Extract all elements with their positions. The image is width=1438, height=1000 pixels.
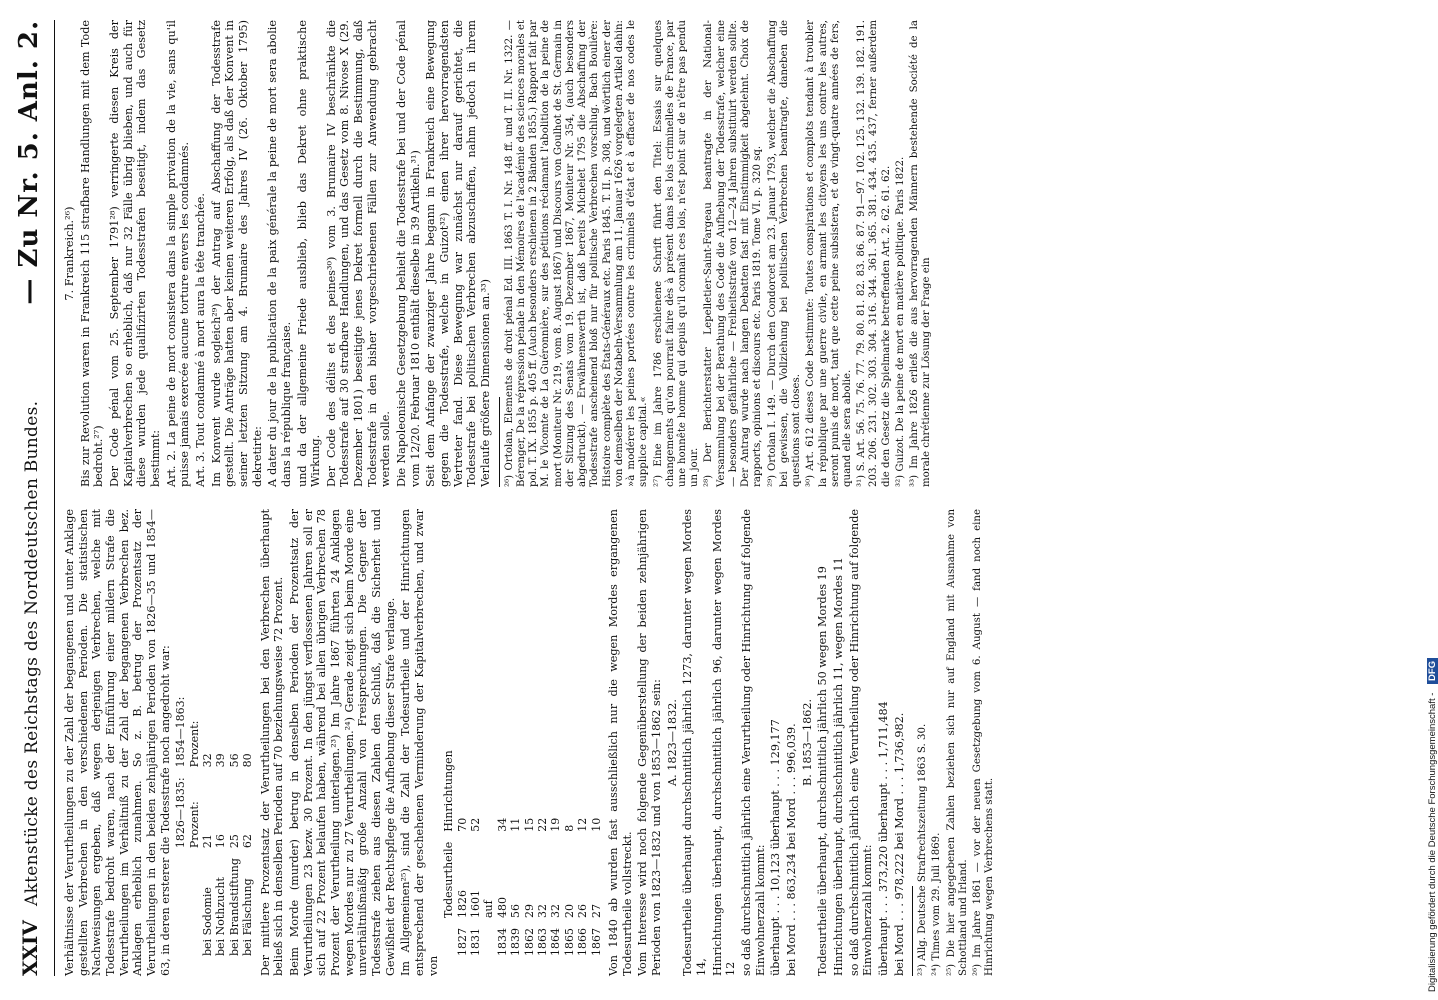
paragraph: bei Mord . . . 863,234 bei Mord . . . 996,039.	[784, 723, 798, 976]
table-row: 1866 26 12	[576, 817, 590, 956]
table-row: bei Nothzucht 16 39	[214, 753, 228, 956]
paragraph: Verhältnisse der Verurtheilungen zu der Zahl der begangenen und unter Anklage gestellten Verbrechen in den verschiedenen Perioden. Die statistischen Nachweisungen ergeben, daß wegen derjenigen Verbrechen, welche mit Todesstrafe bedroht waren, nach der Einführung einer mildern Strafe die Verurtheilungen im Verhältniß zu der Zahl der begangenen Verbrechen bez. Anklagen erheblich zunahmen. So z. B. betrug der Prozentsatz der Verurtheilungen in den beiden zehnjährigen Perioden von 1826—35 und 1854—63, in deren ersterer die Todesstrafe noch angedroht war:	[63, 509, 172, 976]
paragraph: Todesurtheile überhaupt, durchschnittlich jährlich 50 wegen Mordes 19	[816, 566, 830, 976]
table-row: 1862 29 15	[522, 817, 536, 956]
paragraph: Die Napoleonische Gesetzgebung behielt die Todesstrafe bei und der Code pénal vom 12/20. Februar 1810 enthält dieselbe in 39 Artikeln.³¹)	[395, 20, 422, 487]
footnote-divider	[912, 886, 913, 976]
paragraph: überhaupt . . . 10,123 überhaupt . . . 129,177	[769, 719, 783, 976]
table-row: 1834 480 34	[495, 817, 509, 956]
digitization-credit	[1409, 8, 1438, 992]
paragraph: überhaupt . . . 373,220 überhaupt . . . 1,711,484	[876, 701, 890, 976]
paragraph: so daß durchschnittlich jährlich eine Verurtheilung oder Hinrichtung auf folgende Einwohnerzahl kommt:	[740, 509, 767, 976]
table-row: 1864 32 19	[549, 817, 563, 956]
section-reference: — Zu Nr. 5. Anl. 2.	[14, 20, 44, 305]
paragraph: Seit dem Anfange der zwanziger Jahre begann in Frankreich eine Bewegung gegen die Todesstrafe, welche in Guizot³²) einen ihrer hervorragendsten Vertreter fand. Diese Bewegung war zunächst nur darauf gerichtet, die Todesstrafe bei politischen Verbrechen abzuschaffen, nahm jedoch in ihrem Verlaufe größere Dimensionen an.³³)	[424, 20, 493, 487]
table-row: 1865 20 8	[562, 824, 576, 956]
footnote: ²⁶) Ortolan, Elements de droit pénal Ed. III. 1863 T. I. Nr. 148 ff. und T. II. Nr. 1322. — Bérenger, De la répression pénale in den Mémoires de l'académie des sciences morales et pol. T. IX. 1855 p. 405 ff. (Auch besonders erschienen in 2 Bänden 1855.) Rapport fait par M. le Vicomte de La Guéronnière, sur des pétitions réclamant l'abolition de la peine de mort (Moniteur Nr. 219, vom 8. August 1867) und Discours von Goulhot de St. Germain in der Sitzung des Senats vom 19. Dezember 1867, Moniteur Nr. 354, (auch besonders abgedruckt). — Erwähnenswerth ist, daß bereits Michelet 1795 die Abschaffung der Todesstrafe anscheinend bloß nur für politische Verbrechen vorschlug. Bach Boulière: Histoire complète des États-Généraux etc. Paris 1845. T. II. p. 308, und wörtlich einer der von demselben der Notabeln-Versammlung am 11. Januar 1626 vorgelegten Artikel dahin: »à modérer les peines portées contre les criminels d'état et à effacer de nos codes le supplice capital.«	[503, 20, 650, 487]
paragraph: Der Code pénal vom 25. September 1791²⁸) verringerte diesen Kreis der Kapitalverbrechen so erheblich, daß nur 32 Fälle übrig blieben, und auch für diese wurden jede qualifizirten Todesstrafen beseitigt, indem das Gesetz bestimmt:	[107, 20, 162, 487]
paragraph: Der Code des délits et des peines³⁰) vom 3. Brumaire IV beschränkte die Todesstrafe auf 30 strafbare Handlungen, und das Gesetz vom 8. Nivose X (29. Dezember 1801) beseitigte jenes Dekret formell durch die Bestimmung, daß Todesstrafe in den bisher vorgeschriebenen Fällen zur Anwendung gebracht werden solle.	[324, 20, 393, 487]
page-number: XXIV	[18, 920, 42, 976]
paragraph: Art. 3. Tout condamné à mort aura la tête tranchée.	[193, 193, 207, 487]
table-row: 1839 56 11	[509, 817, 523, 956]
paragraph: Hinrichtungen überhaupt, durchschnittlich jährlich 11, wegen Mordes 11	[831, 557, 845, 976]
section-heading-b: B. 1853—1862.	[800, 698, 814, 787]
footnote: ²⁵) Die hier angegebenen Zahlen beziehen sich nur auf England mit Ausnahme von Schottland und Irland.	[945, 509, 969, 976]
footnote: ²⁶) Im Jahre 1861 — vor der neuen Gesetzgebung vom 6. August — fand noch eine Hinrichtung wegen Verbrechens statt.	[972, 509, 996, 976]
dfg-logo: DFG	[1427, 658, 1438, 684]
paragraph: Vom Interesse wird noch folgende Gegenüberstellung der beiden zehnjährigen Perioden von 1823—1832 und von 1853—1862 sein:	[636, 509, 664, 976]
footnote: ³⁰) Art. 612 dieses Code bestimmte: Toutes conspirations et complots tendant à troubler la république par une guerre civile, en armant les citoyens les uns contre les autres, seront punis de mort, tant que cette peine subsistera, et de vingt-quatre années de fers, quand elle sera abolie.	[805, 20, 854, 487]
paragraph: Von 1840 ab wurden fast ausschließlich nur die wegen Mordes ergangenen Todesurtheile vollstreckt.	[607, 509, 634, 976]
table-row: 1827 1826 70	[455, 817, 469, 956]
paragraph: Todesurtheile überhaupt durchschnittlich jährlich 1273, darunter wegen Mordes 14,	[681, 509, 709, 976]
footnote: ³²) Guizot. De la peine de mort en matière politique. Paris 1822.	[894, 156, 906, 487]
footnote: ³¹) S. Art. 56. 75. 76. 77. 79. 80. 81. 82. 83. 86. 87. 91—97. 102. 125. 132. 139. 182. 191. 203. 206. 231. 302. 303. 304. 316. 344. 361. 365. 381. 434. 435. 437, ferner außerdem die den Gesetz die Spielmarke betreffenden Art. 2. 62. 61. 62.	[856, 20, 892, 487]
footnote: ²³) Allg. Deutsche Strafrechtszeitung 1863 S. 30.	[917, 723, 929, 976]
footnote: ²⁴) Times vom 29. Juli 1869.	[931, 832, 943, 976]
table-row: bei Brandstiftung 25 56	[227, 753, 241, 956]
paragraph: Art. 2. La peine de mort consistera dans la simple privation de la vie, sans qu'il puisse jamais exercée aucune torture envers les condamnés.	[164, 20, 192, 487]
footnote: ²⁷) Eine im Jahre 1786 erschienene Schrift führt den Titel: Essais sur quelques changements qu'on pourrait faire dès à présent dans les lois criminelles de France, par une honnête homme qui depuis qu'il connaît ces lois, n'est point sur de n'être pas pendu un jour.	[652, 20, 701, 487]
paragraph: Beim Morde (murder) betrug in denselben Perioden der Prozentsatz der Verurtheilungen 23 bezw. 30 Prozent. In den jüngst verflossenen Jahren soll er sich auf 22 Prozent belaufen haben, während bei allen übrigen Verbrechen 78 Prozent der Verurtheilung unterlagen.²³) Im Jahre 1867 führten 24 Anklagen wegen Mordes nur zu 27 Verurtheilungen.²⁴) Gerade zeigt sich beim Morde eine unverhältnißmäßig große Anzahl von Freisprechungen. Die Gegner der Todesstrafe ziehen aus diesen Zahlen den Schluß, daß die Sicherheit und Gewißheit der Rechtspflege die Aufhebung dieser Strafe verlange.	[288, 509, 397, 976]
footnote: ²⁹) Ortolan I. 149. — Durch den Condorcet am 23. Januar 1793, welcher die Abschaffung bei gewissen, die Vollziehung bei politischen Verbrechen beantragte, daneben die questions sont closes.	[766, 20, 803, 487]
table-row: 1863 32 22	[536, 817, 550, 956]
footnote: ²⁸) Der Berichterstatter Lepelletier-Saint-Fargeau beantragte in der National-Versammlung bei der Berathung des Code die Aufhebung der Todesstrafe, welcher eine — besonders gefährliche — Freiheitsstrafe von 12—24 Jahren substituirt werden sollte. Der Antrag wurde nach langen Debatten fast mit Einstimmigkeit abgelehnt. Choix de rapports, opinions et discours etc. Paris 1819. Tome VI. p. 320 sq.	[703, 20, 764, 487]
credit-text: Digitalisierung gefördert durch die Deutsche Forschungsgemeinschaft -	[1427, 692, 1438, 992]
table-sentences: Todesurtheile Hinrichtungen 1827 1826 70 1831 1601 52 auf 1834 480 34 1839 56 11 1862 29 15 1863 32 22 1864 32 19 1865 20 8 1866 26 12 1867 27 10	[442, 740, 603, 956]
section-heading-france: 7. Frankreich.²⁶)	[63, 206, 76, 301]
paragraph: A dater du jour de la publication de la paix générale la peine de mort sera abolie dans la république française.	[266, 20, 293, 487]
footnote: ³³) Im Jahre 1826 erließ die aus hervorragenden Männern bestehende Société de la morale chrétienne zur Lösung der Frage ein	[909, 20, 933, 487]
left-column	[63, 509, 1388, 976]
paragraph: Im Konvent wurde sogleich²⁹) der Antrag auf Abschaffung der Todesstrafe gestellt. Die Anträge hatten aber keinen weiteren Erfolg, als daß der Konvent in seiner letzten Sitzung am 4. Brumaire des Jahres IV (26. Oktober 1795) dekretirte:	[209, 20, 264, 487]
footnote-divider	[499, 397, 500, 487]
paragraph: und da der allgemeine Friede ausblieb, blieb das Dekret ohne praktische Wirkung.	[295, 20, 323, 487]
table-percentages: 1826—1835: 1854—1863: Prozent: Prozent: bei Sodomie 21 32 bei Nothzucht 16 39 bei Brandstiftung 25 56 bei Fälschung 62 80	[174, 687, 254, 956]
right-column	[63, 20, 1388, 487]
table-row: 1831 1601 52	[469, 817, 483, 956]
paragraph: Bis zur Revolution waren in Frankreich 115 strafbare Handlungen mit dem Tode bedroht.²⁷)	[78, 20, 106, 487]
table-row: bei Fälschung 62 80	[241, 753, 255, 956]
section-heading-a: A. 1823—1832.	[665, 699, 679, 786]
paragraph: so daß durchschnittlich jährlich eine Verurtheilung oder Hinrichtung auf folgende Einwohnerzahl kommt:	[847, 509, 875, 976]
paragraph: Im Allgemeinen²⁵), sind die Zahl der Todesurtheile und der Hinrichtungen entsprechend der geschehenen Verminderung der Kapitalverbrechen, und zwar von	[399, 509, 440, 976]
table-row: 1867 27 10	[589, 817, 603, 956]
paragraph: Der mittlere Prozentsatz der Verurtheilungen bei den Verbrechen überhaupt beließ sich in denselben Perioden auf 70 beziehungsweise 72 Prozent.	[258, 509, 286, 976]
table-row: bei Sodomie 21 32	[201, 753, 215, 956]
page-header	[14, 20, 55, 976]
paragraph: Hinrichtungen überhaupt, durchschnittlich jährlich 96, darunter wegen Mordes 12	[710, 509, 738, 976]
running-title: Aktenstücke des Reichstags des Norddeutschen Bundes.	[22, 400, 42, 906]
paragraph: bei Mord . . . 978,222 bei Mord . . . 1,736,982.	[892, 712, 906, 976]
